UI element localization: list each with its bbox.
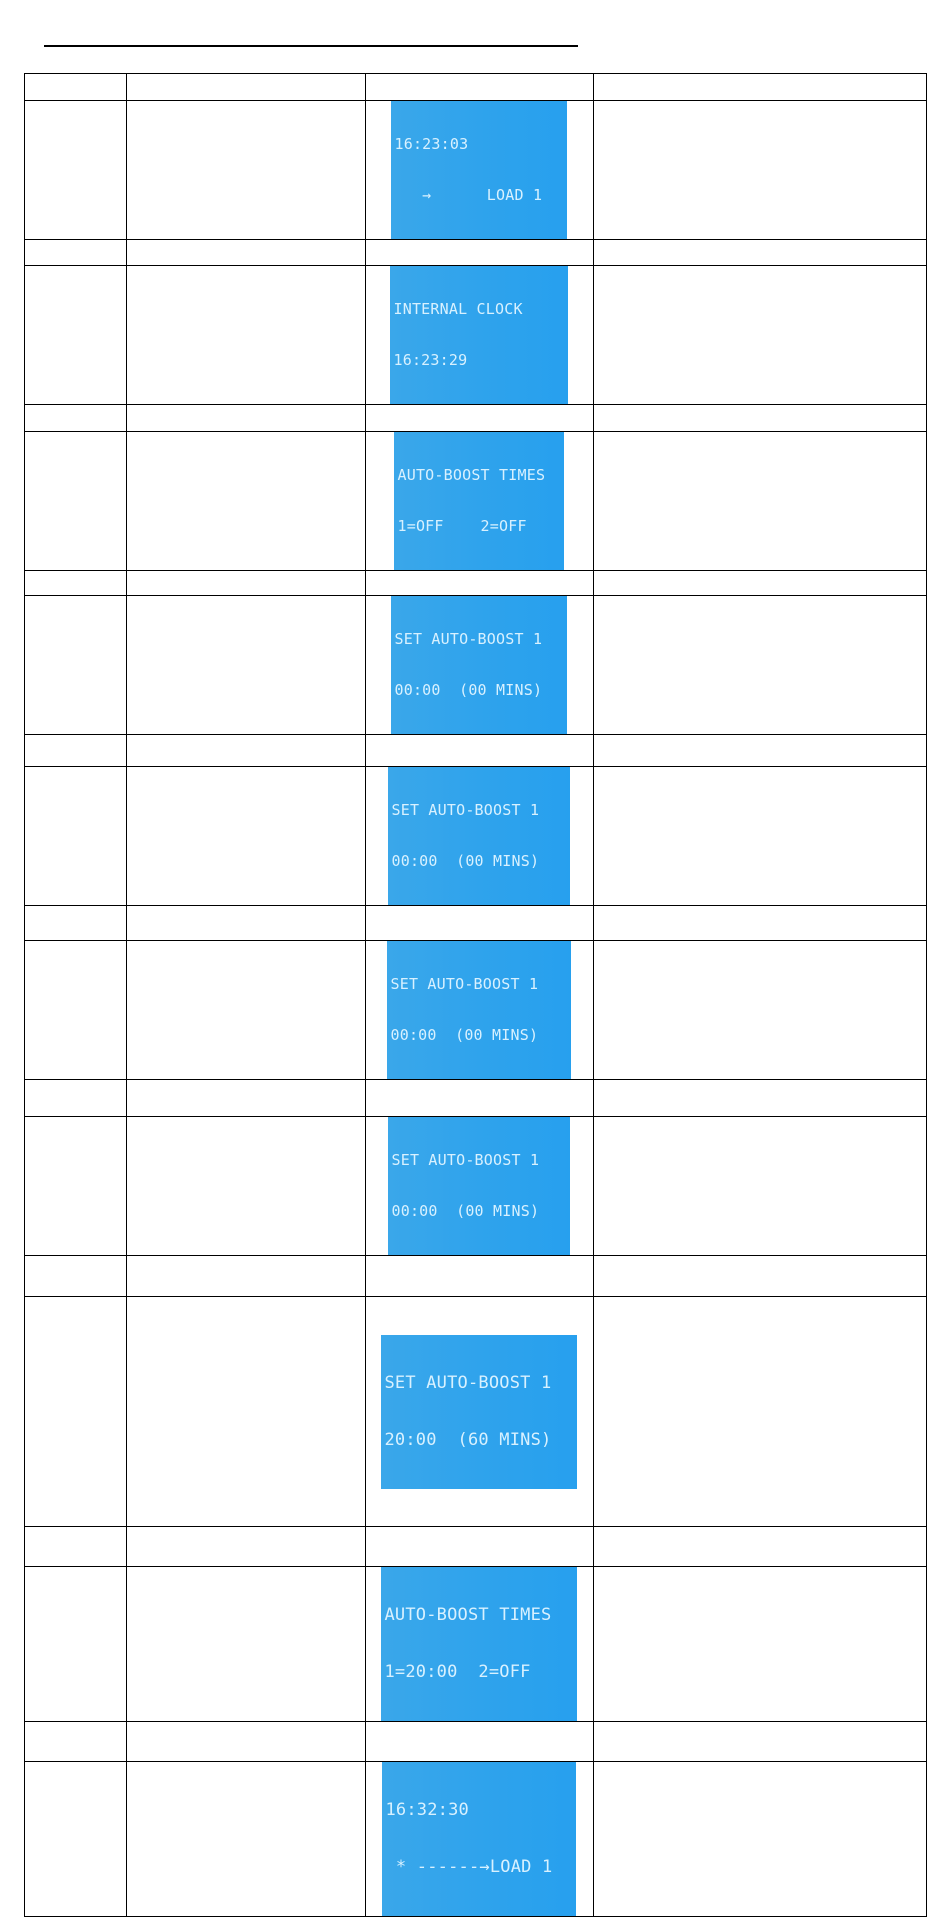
lcd-display [382,1762,576,1916]
title-underline [44,45,578,47]
header-cell-display [366,74,593,101]
lcd-line-1: AUTO-BOOST TIMES [397,466,546,484]
lcd-line-2: 16:23:29 [393,351,468,369]
lcd-line-1: AUTO-BOOST TIMES [384,1605,552,1625]
lcd-line-2: 20:00 (60 MINS) [384,1429,552,1450]
lcd-line-1: SET AUTO-BOOST 1 [394,630,543,648]
table-row [25,240,927,266]
table-row [25,941,927,1080]
lcd-line-1: SET AUTO-BOOST 1 [384,1372,552,1393]
table-header-row [25,74,927,101]
table-row [25,1117,927,1256]
lcd-line-2: 00:00 (00 MINS) [391,852,540,870]
table-row [25,906,927,941]
lcd-display [388,767,570,905]
lcd-display [387,941,571,1079]
table-row [25,571,927,596]
procedure-table [24,73,927,1917]
table-row [25,101,927,240]
header-cell-notes [593,74,926,101]
table-row [25,735,927,767]
lcd-display [391,101,567,239]
lcd-line-1: 16:32:30 [385,1800,469,1820]
lcd-line-2: → LOAD 1 [394,186,543,204]
table-row [25,767,927,906]
table-row [25,596,927,735]
lcd-display [388,1117,570,1255]
lcd-line-1: 16:23:03 [394,135,469,153]
lcd-line-2: 1=OFF 2=OFF [397,517,527,535]
lcd-line-2: 00:00 (00 MINS) [394,681,543,699]
lcd-line-2: 1=20:00 2=OFF [384,1662,531,1682]
lcd-display [391,596,567,734]
lcd-display [381,1335,577,1489]
table-row [25,266,927,405]
lcd-line-1: SET AUTO-BOOST 1 [390,975,539,993]
table-row [25,1297,927,1527]
table-row [25,432,927,571]
table-row [25,1527,927,1567]
table-row [25,1762,927,1917]
lcd-line-2: 00:00 (00 MINS) [390,1026,539,1044]
table-row [25,1080,927,1117]
lcd-line-2: * ------→LOAD 1 [385,1857,553,1877]
header-cell-action [127,74,366,101]
lcd-line-1: INTERNAL CLOCK [393,300,523,318]
lcd-line-1: SET AUTO-BOOST 1 [391,1151,540,1169]
table-row [25,1256,927,1297]
lcd-line-1: SET AUTO-BOOST 1 [391,801,540,819]
table-row [25,1567,927,1722]
table-row [25,1722,927,1762]
lcd-line-2: 00:00 (00 MINS) [391,1202,540,1220]
lcd-display [381,1567,577,1721]
lcd-display [390,266,568,404]
lcd-display [394,432,564,570]
header-cell-step [25,74,127,101]
table-row [25,405,927,432]
